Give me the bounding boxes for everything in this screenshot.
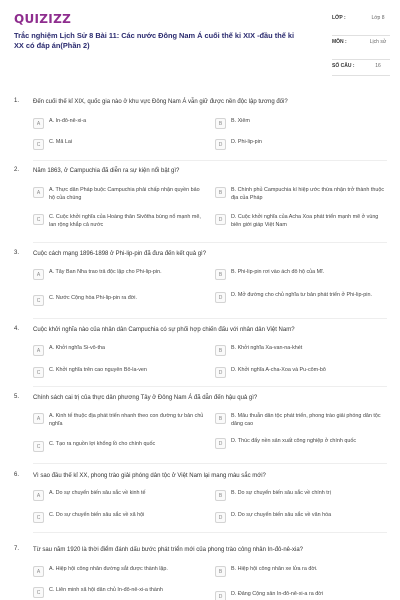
option-text: B. Phi-lip-pin rơi vào ách đô hộ của Mĩ. [231,269,325,275]
meta-label: SỐ CÂU : [332,63,355,69]
option-text: A. Thực dân Pháp buộc Campuchia phải chấp nhận quyền bảo hộ của chúng [49,187,200,201]
option-text: A. Hiệp hội công nhân đường sắt được thành lập. [49,566,168,572]
option-a[interactable] [33,345,203,358]
option-c[interactable] [33,367,203,380]
meta-box [332,12,390,76]
quizizz-logo: QUIZIZZ [14,12,72,26]
option-letter: A [33,269,44,280]
option-b[interactable] [215,345,385,358]
question-text: Năm 1863, ở Campuchia đã diễn ra sự kiện nổi bật gì? [33,168,180,174]
option-letter: B [215,187,226,198]
question-text: Đến cuối thế kỉ XIX, quốc gia nào ở khu vực Đông Nam Á vẫn giữ được nền độc lập tương đối? [33,99,288,105]
option-a[interactable] [33,490,203,503]
option-c[interactable] [33,139,203,152]
divider [33,386,387,387]
option-a[interactable] [33,566,203,579]
option-letter: B [215,345,226,356]
option-letter: C [33,139,44,150]
question-text: Cuộc cách mạng 1896-1898 ở Phi-lip-pin đã đưa đến kết quả gì? [33,251,207,257]
option-c[interactable] [33,587,203,600]
question-number: 7. [14,546,20,552]
option-letter: D [215,512,226,523]
meta-value: Lớp 8 [371,15,385,21]
option-text: C. Liên minh xã hội dân chủ In-đô-nê-xi-a thành [49,587,163,593]
option-letter: D [215,214,226,225]
option-letter: B [215,490,226,501]
option-c[interactable] [33,512,203,525]
option-letter: C [33,441,44,452]
divider [33,318,387,319]
meta-row-class [332,12,390,36]
option-b[interactable] [215,269,385,282]
option-text: B. Khởi nghĩa Xa-van-na-khét [231,345,303,351]
option-b[interactable] [215,490,385,503]
question-text: Chính sách cai trị của thực dân phương Tây ở Đông Nam Á đã dẫn đến hậu quả gì? [33,395,258,401]
option-text: B. Xiêm [231,118,250,124]
option-c[interactable] [33,441,203,454]
option-text: D. Do sự chuyển biến sâu sắc về văn hóa [231,512,332,518]
question-text: Từ sau năm 1920 là thời điểm đánh dấu bước phát triển mới của phong trào công nhân In-đô-nê-xia? [33,547,303,553]
option-letter: D [215,438,226,449]
option-a[interactable] [33,187,203,200]
option-letter: B [215,566,226,577]
divider [33,242,387,243]
question-number: 3. [14,250,20,256]
option-text: C. Khởi nghĩa trên cao nguyên Bô-la-ven [49,367,147,373]
option-a[interactable] [33,269,203,282]
divider [33,160,387,161]
meta-row-count [332,60,390,76]
question-text: Vì sao đầu thế kỉ XX, phong trào giải phóng dân tộc ở Việt Nam lại mang màu sắc mới? [33,473,266,479]
option-d[interactable] [215,139,385,152]
meta-value: Lịch sử [369,39,387,45]
question-number: 5. [14,394,20,400]
option-text: C. Do sự chuyển biến sâu sắc về xã hội [49,512,145,518]
option-text: D. Thúc đẩy nền sản xuất công nghiệp ở chính quốc [231,438,357,444]
worksheet-header [0,0,400,88]
option-letter: A [33,187,44,198]
option-letter: C [33,295,44,306]
option-a[interactable] [33,118,203,131]
question-number: 1. [14,98,20,104]
option-letter: C [33,512,44,523]
option-d[interactable] [215,367,385,380]
option-text: D. Cuộc khởi nghĩa của Acha Xoa phát triển mạnh mẽ ở vùng biên giới giáp Việt Nam [231,214,379,228]
option-text: A. Khởi nghĩa Si-vô-tha [49,345,105,351]
meta-label: LỚP : [332,15,346,21]
option-d[interactable] [215,214,385,227]
option-text: D. Khởi nghĩa A-cha-Xoa và Pu-côm-bô [231,367,326,373]
option-text: D. Mở đường cho chủ nghĩa tư bản phát triển ở Phi-lip-pin. [231,292,372,298]
option-text: A. Kinh tế thuộc địa phát triển nhanh theo con đường tư bản chủ nghĩa [49,413,204,427]
page-title: Trắc nghiệm Lịch Sử 8 Bài 11: Các nước Đông Nam Á cuối thế kỉ XIX -đầu thế kỉ XX có đáp án(Phần 2) [14,31,295,50]
divider [33,463,387,464]
option-text: B. Hiệp hội công nhân xe lửa ra đời. [231,566,318,572]
option-letter: C [33,587,44,598]
option-letter: A [33,118,44,129]
option-b[interactable] [215,187,385,200]
option-d[interactable] [215,512,385,525]
option-d[interactable] [215,438,385,451]
divider [33,532,387,533]
option-text: B. Chính phủ Campuchia kí hiệp ước thừa nhận trở thành thuộc địa của Pháp [231,187,385,201]
option-text: C. Mã Lai [49,139,73,145]
question-number: 6. [14,472,20,478]
option-b[interactable] [215,118,385,131]
meta-label: MÔN : [332,39,347,45]
option-text: C. Tạo ra nguồn lợi khổng lồ cho chính quốc [49,441,156,447]
option-letter: D [215,292,226,303]
option-letter: A [33,345,44,356]
option-a[interactable] [33,413,203,426]
option-letter: C [33,367,44,378]
meta-row-subject [332,36,390,60]
question-number: 4. [14,326,20,332]
option-text: A. Do sự chuyển biến sâu sắc về kinh tế [49,490,146,496]
option-c[interactable] [33,214,203,227]
option-text: B. Mâu thuẫn dân tộc phát triển, phong trào giải phóng dân tộc dâng cao [231,413,381,427]
option-letter: D [215,591,226,600]
option-b[interactable] [215,413,385,426]
option-letter: A [33,413,44,424]
option-text: A. Tây Ban Nha trao trả độc lập cho Phi-lip-pin. [49,269,162,275]
option-b[interactable] [215,566,385,579]
option-text: C. Cuộc khởi nghĩa của Hoàng thân Sivôtha bùng nổ mạnh mẽ, lan rộng khắp cả nước [49,214,201,228]
option-d[interactable] [215,591,385,600]
option-letter: B [215,118,226,129]
question-text: Cuộc khởi nghĩa nào của nhân dân Campuchia có sự phối hợp chiến đấu với nhân dân Việt Nam? [33,327,295,333]
meta-value: 16 [375,63,381,69]
option-letter: D [215,367,226,378]
option-letter: C [33,214,44,225]
option-letter: B [215,269,226,280]
question-number: 2. [14,167,20,173]
option-text: D. Phi-lip-pin [231,139,262,145]
option-c[interactable] [33,295,203,308]
option-text: C. Nước Cộng hòa Phi-lip-pin ra đời. [49,295,137,301]
option-text: D. Đảng Cộng sản In-đô-nê-xi-a ra đời [231,591,323,597]
option-letter: B [215,413,226,424]
option-text: B. Do sự chuyển biến sâu sắc về chính trị [231,490,331,496]
option-letter: A [33,566,44,577]
option-letter: A [33,490,44,501]
option-letter: D [215,139,226,150]
option-d[interactable] [215,292,385,305]
option-text: A. In-đô-nê-xi-a [49,118,87,124]
